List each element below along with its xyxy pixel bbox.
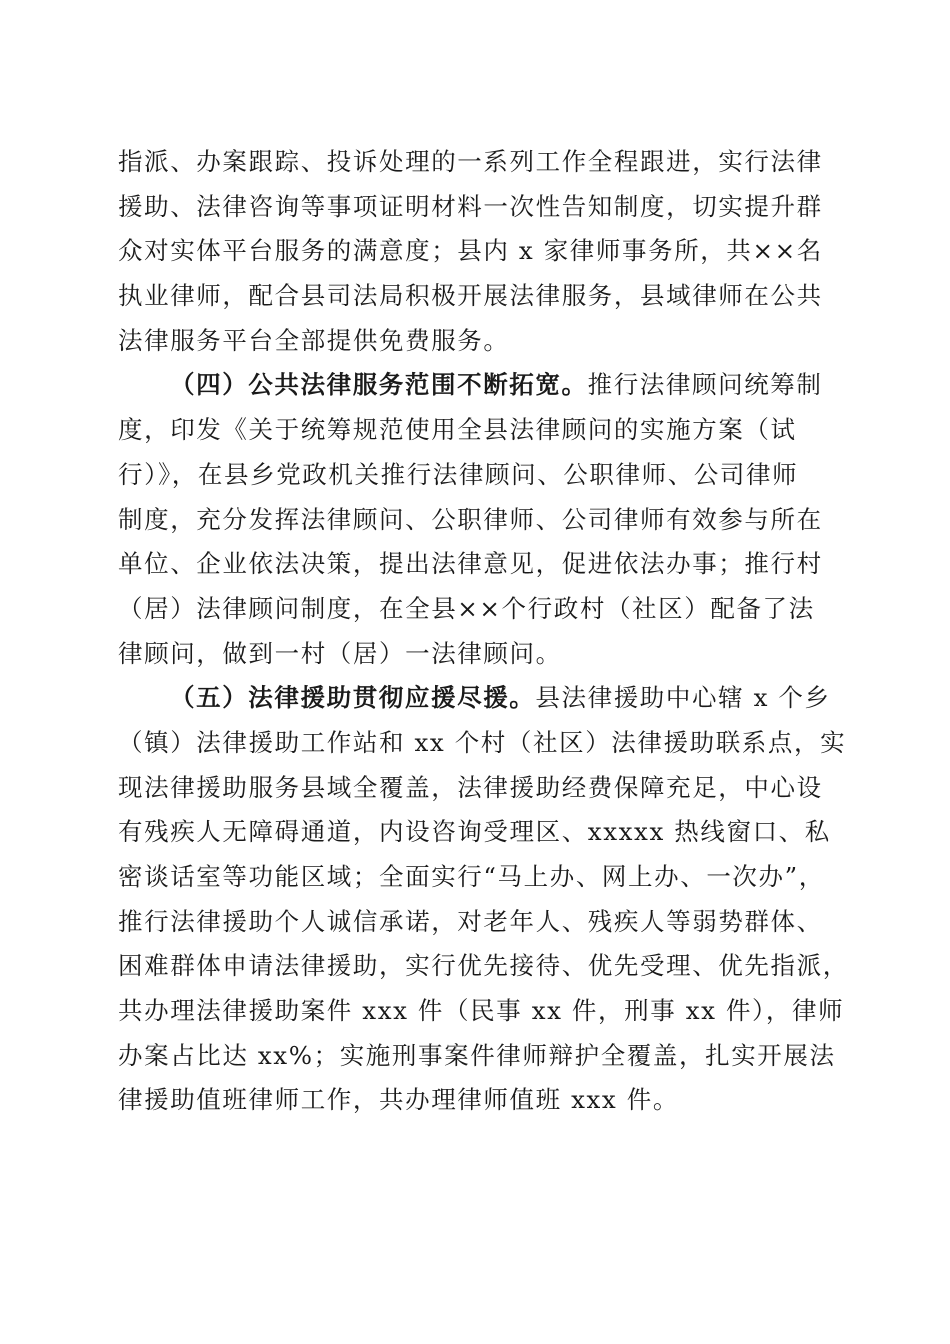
text-line: 困难群体申请法律援助，实行优先接待、优先受理、优先指派，	[118, 951, 849, 981]
text-line: 律顾问，做到一村（居）一法律顾问。	[118, 638, 562, 668]
text-line: 制度，充分发挥法律顾问、公职律师、公司律师有效参与所在	[118, 504, 823, 534]
section-five-first-line	[118, 676, 832, 721]
text-line: 行）》，在县乡党政机关推行法律顾问、公职律师、公司律师	[118, 459, 799, 489]
paragraph-continued	[118, 140, 832, 363]
text-line: 密谈话室等功能区域；全面实行“马上办、网上办、一次办”，	[118, 862, 825, 891]
text-line: 单位、企业依法决策，提出法律意见，促进依法办事；推行村	[118, 549, 823, 579]
text-line: 现法律援助服务县域全覆盖，法律援助经费保障充足，中心设	[118, 772, 823, 802]
text-line: （居）法律顾问制度，在全县××个行政村（社区）配备了法	[118, 593, 815, 623]
section-five-first-line-text: 县法律援助中心辖 x 个乡	[535, 683, 831, 713]
text-line: 推行法律援助个人诚信承诺，对老年人、残疾人等弱势群体、	[118, 906, 823, 936]
text-line: 众对实体平台服务的满意度；县内 x 家律师事务所，共××名	[118, 236, 823, 266]
section-four-first-line-text: 推行法律顾问统筹制	[587, 370, 823, 400]
document-body	[118, 140, 849, 1123]
section-five-heading: （五）法律援助贯彻应援尽援。	[170, 683, 536, 713]
text-line: 有残疾人无障碍通道，内设咨询受理区、xxxxx 热线窗口、私	[118, 817, 831, 847]
section-four-heading: （四）公共法律服务范围不断拓宽。	[170, 370, 588, 400]
text-line: （镇）法律援助工作站和 xx 个村（社区）法律援助联系点，实	[118, 727, 847, 757]
section-five-paragraph	[118, 676, 849, 1123]
text-line: 法律服务平台全部提供免费服务。	[118, 325, 510, 355]
section-four-first-line	[118, 363, 832, 408]
text-line: 援助、法律咨询等事项证明材料一次性告知制度，切实提升群	[118, 191, 823, 221]
text-line: 度，印发《关于统筹规范使用全县法律顾问的实施方案（试	[118, 415, 797, 445]
section-four-paragraph	[118, 363, 832, 676]
text-line: 办案占比达 xx%；实施刑事案件律师辩护全覆盖，扎实开展法	[118, 1040, 836, 1070]
text-line: 指派、办案跟踪、投诉处理的一系列工作全程跟进，实行法律	[118, 147, 823, 176]
text-line: 执业律师，配合县司法局积极开展法律服务，县域律师在公共	[118, 281, 823, 311]
text-line: 共办理法律援助案件 xxx 件（民事 xx 件，刑事 xx 件），律师	[118, 996, 845, 1026]
text-line: 律援助值班律师工作，共办理律师值班 xxx 件。	[118, 1085, 679, 1115]
